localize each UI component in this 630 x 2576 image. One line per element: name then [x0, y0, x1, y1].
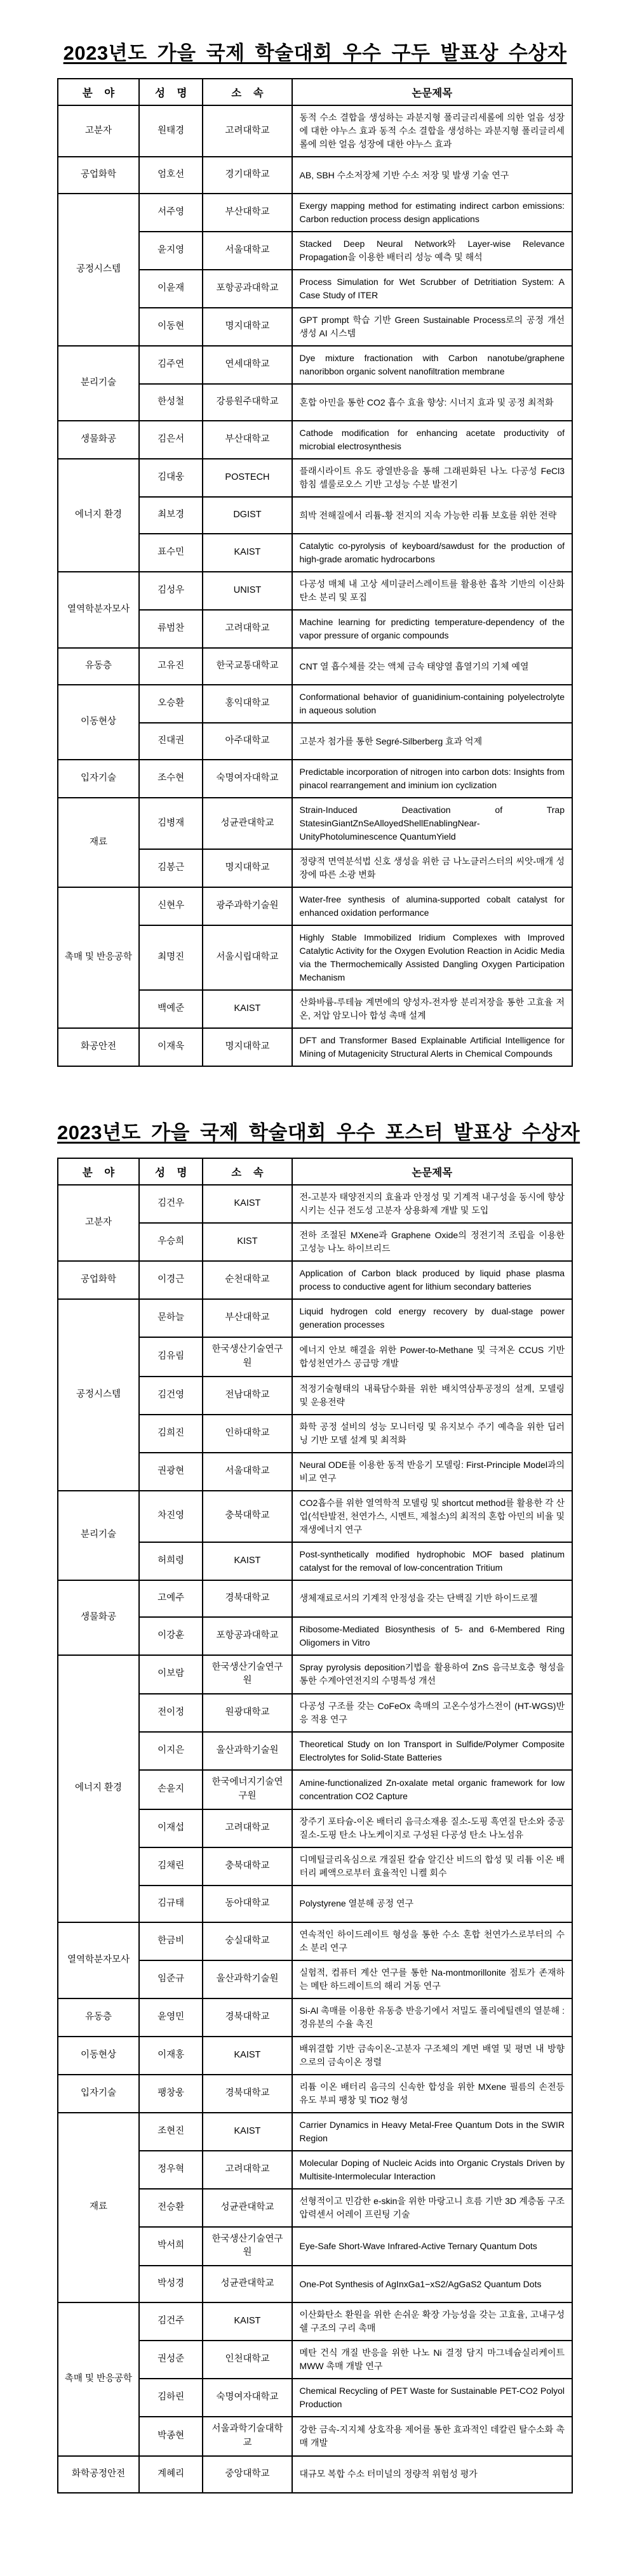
affiliation-cell: 명지대학교: [203, 1028, 292, 1066]
name-cell: 조수현: [139, 760, 203, 798]
field-cell: 고분자: [58, 105, 139, 157]
name-cell: 김채린: [139, 1847, 203, 1886]
affiliation-cell: 성균관대학교: [203, 798, 292, 849]
paper-title-cell: 이산화탄소 환원을 위한 손쉬운 확장 가능성을 갖는 고효율, 고내구성 쉘 구조의 구리 촉매: [292, 2302, 572, 2341]
table-row: [58, 421, 572, 459]
affiliation-cell: 전남대학교: [203, 1377, 292, 1415]
paper-title-cell: 플래시라이트 유도 광열반응을 통해 그래핀화된 나노 다공성 FeCl3 함침 셀룰로오스 기반 고성능 수분 발전기: [292, 459, 572, 497]
paper-title-cell: Spray pyrolysis deposition기법을 활용하여 ZnS 음극보호층 형성을 통한 수계아연전지의 수명특성 개선: [292, 1655, 572, 1694]
field-cell: 고분자: [58, 1185, 139, 1261]
affiliation-cell: 포항공과대학교: [203, 270, 292, 308]
column-header: 분 야: [58, 79, 139, 105]
affiliation-cell: 서울대학교: [203, 232, 292, 270]
paper-title-cell: 다공성 구조를 갖는 CoFeOx 촉매의 고온수성가스전이 (HT-WGS)반응 적용 연구: [292, 1694, 572, 1732]
paper-title-cell: 전하 조절된 MXene과 Graphene Oxide의 정전기적 조립을 이용한 고성능 나노 하이브리드: [292, 1223, 572, 1261]
field-cell: 화공안전: [58, 1028, 139, 1066]
name-cell: 최보경: [139, 497, 203, 534]
affiliation-cell: 서울대학교: [203, 1453, 292, 1491]
paper-title-cell: 메탄 건식 개질 반응을 위한 나노 Ni 결정 담지 마그네슘실리케이트 MWW 촉매 개발 연구: [292, 2341, 572, 2379]
paper-title-cell: 전-고분자 태양전지의 효율과 안정성 및 기계적 내구성을 동시에 향상시키는 신규 전도성 고분자 상용화제 개발 및 도입: [292, 1185, 572, 1223]
name-cell: 임준규: [139, 1960, 203, 1998]
field-cell: 촉매 및 반응공학: [58, 2302, 139, 2456]
name-cell: 이강훈: [139, 1617, 203, 1655]
name-cell: 신현우: [139, 887, 203, 925]
name-cell: 정우혁: [139, 2151, 203, 2189]
paper-title-cell: 동적 수소 결합을 생성하는 과분지형 폴리글리세롤에 의한 얼음 성장에 대한 야누스 효과 동적 수소 결합을 생성하는 과분지형 폴리글리세롤에 의한 얼음 성장에 대한 야누스 효과: [292, 105, 572, 157]
paper-title-cell: Post-synthetically modified hydrophobic MOF based platinum catalyst for the removal of low-concentration Tritium: [292, 1542, 572, 1580]
field-cell: 생물화공: [58, 421, 139, 459]
affiliation-cell: 숙명여자대학교: [203, 2379, 292, 2417]
paper-title-cell: Eye-Safe Short-Wave Infrared-Active Ternary Quantum Dots: [292, 2227, 572, 2266]
name-cell: 박종현: [139, 2417, 203, 2456]
name-cell: 이동현: [139, 308, 203, 346]
name-cell: 김건우: [139, 1185, 203, 1223]
name-cell: 한금비: [139, 1922, 203, 1960]
affiliation-cell: 한국생산기술연구원: [203, 1337, 292, 1377]
table-row: [58, 648, 572, 685]
affiliation-cell: 연세대학교: [203, 346, 292, 384]
paper-title-cell: Process Simulation for Wet Scrubber of Detritiation System: A Case Study of ITER: [292, 270, 572, 308]
paper-title-cell: 연속적인 하이드레이트 형성을 통한 수소 혼합 천연가스로부터의 수소 분리 연구: [292, 1922, 572, 1960]
name-cell: 최명진: [139, 925, 203, 990]
name-cell: 윤영민: [139, 1998, 203, 2037]
paper-title-cell: Predictable incorporation of nitrogen into carbon dots: Insights from pinacol rearrangement and iminium ion cyclization: [292, 760, 572, 798]
affiliation-cell: 부산대학교: [203, 421, 292, 459]
affiliation-cell: 인천대학교: [203, 2341, 292, 2379]
affiliation-cell: 성균관대학교: [203, 2266, 292, 2302]
paper-title-cell: Machine learning for predicting temperature-dependency of the vapor pressure of organic compounds: [292, 610, 572, 648]
name-cell: 오승환: [139, 685, 203, 723]
table-row: [58, 760, 572, 798]
paper-title-cell: 실험적, 컴퓨터 계산 연구를 통한 Na-montmorillonite 점토가 존재하는 메탄 하드레이트의 해리 거동 연구: [292, 1960, 572, 1998]
affiliation-cell: 강릉원주대학교: [203, 384, 292, 421]
affiliation-cell: 서울과학기술대학교: [203, 2417, 292, 2456]
paper-title-cell: Ribosome-Mediated Biosynthesis of 5- and 6-Membered Ring Oligomers in Vitro: [292, 1617, 572, 1655]
name-cell: 계혜리: [139, 2456, 203, 2493]
table-row: [58, 2075, 572, 2113]
affiliation-cell: 경북대학교: [203, 1580, 292, 1617]
field-cell: 열역학분자모사: [58, 1922, 139, 1998]
header-row: [58, 79, 572, 105]
affiliation-cell: 경기대학교: [203, 157, 292, 194]
affiliation-cell: 명지대학교: [203, 308, 292, 346]
table-row: [58, 2037, 572, 2075]
affiliation-cell: 숭실대학교: [203, 1922, 292, 1960]
affiliation-cell: 숙명여자대학교: [203, 760, 292, 798]
paper-title-cell: Theoretical Study on Ion Transport in Sulfide/Polymer Composite Electrolytes for Solid-State Batteries: [292, 1732, 572, 1770]
name-cell: 서주영: [139, 194, 203, 232]
field-cell: 공업화학: [58, 1261, 139, 1299]
affiliation-cell: 인하대학교: [203, 1415, 292, 1453]
name-cell: 이경근: [139, 1261, 203, 1299]
affiliation-cell: 한국생산기술연구원: [203, 2227, 292, 2266]
paper-title-cell: 희박 전해질에서 리튬-황 전지의 지속 가능한 리튬 보호를 위한 전략: [292, 497, 572, 534]
name-cell: 권성준: [139, 2341, 203, 2379]
name-cell: 김규태: [139, 1886, 203, 1922]
affiliation-cell: KAIST: [203, 990, 292, 1028]
field-cell: 유동층: [58, 1998, 139, 2037]
paper-title-cell: Highly Stable Immobilized Iridium Complexes with Improved Catalytic Activity for the Oxygen Evolution Reaction in Acidic Media via the Thermochemically Assisted Dangling Oxygen Participation Mechanism: [292, 925, 572, 990]
affiliation-cell: 아주대학교: [203, 723, 292, 760]
name-cell: 이재홍: [139, 2037, 203, 2075]
paper-title-cell: 적정기술형태의 내륙담수화를 위한 배치역삼투공정의 설계, 모델링 및 운용전략: [292, 1377, 572, 1415]
table-row: [58, 1998, 572, 2037]
paper-title-cell: 화학 공정 설비의 성능 모니터링 및 유지보수 주기 예측을 위한 딥러닝 기반 모델 설계 및 최적화: [292, 1415, 572, 1453]
table-row: [58, 1299, 572, 1337]
name-cell: 김건주: [139, 2302, 203, 2341]
name-cell: 전이정: [139, 1694, 203, 1732]
paper-title-cell: Stacked Deep Neural Network와 Layer-wise Relevance Propagation을 이용한 배터리 성능 예측 및 해석: [292, 232, 572, 270]
column-header: 소 속: [203, 1158, 292, 1185]
name-cell: 김은서: [139, 421, 203, 459]
affiliation-cell: KAIST: [203, 2037, 292, 2075]
paper-title-cell: 에너지 안보 해결을 위한 Power-to-Methane 및 극저온 CCUS 기반 합성천연가스 공급망 개발: [292, 1337, 572, 1377]
affiliation-cell: 부산대학교: [203, 1299, 292, 1337]
name-cell: 엄호선: [139, 157, 203, 194]
table-row: [58, 2113, 572, 2151]
table-row: [58, 1655, 572, 1694]
paper-title-cell: 고분자 첨가를 통한 Segré-Silberberg 효과 억제: [292, 723, 572, 760]
paper-title-cell: Exergy mapping method for estimating indirect carbon emissions: Carbon reduction process design applications: [292, 194, 572, 232]
paper-title-cell: Cathode modification for enhancing acetate productivity of microbial electrosynthesis: [292, 421, 572, 459]
paper-title-cell: 정량적 면역분석법 신호 생성을 위한 금 나노클러스터의 씨앗-매개 성장에 따른 소광 변화: [292, 849, 572, 887]
paper-title-cell: 대규모 복합 수소 터미널의 정량적 위험성 평가: [292, 2456, 572, 2493]
oral-award-section: [57, 37, 573, 1067]
paper-title-cell: Strain-Induced Deactivation of Trap StatesinGiantZnSeAlloyedShellEnablingNear-UnityPhotoluminescence QuantumYield: [292, 798, 572, 849]
name-cell: 김봉근: [139, 849, 203, 887]
table-row: [58, 1185, 572, 1223]
paper-title-cell: 강한 금속-지지체 상호작용 제어를 통한 효과적인 데칼린 탈수소화 촉매 개발: [292, 2417, 572, 2456]
poster-award-table: [57, 1158, 573, 2493]
column-header: 논문제목: [292, 79, 572, 105]
affiliation-cell: UNIST: [203, 572, 292, 610]
name-cell: 김주연: [139, 346, 203, 384]
paper-title-cell: Catalytic co-pyrolysis of keyboard/sawdust for the production of high-grade aromatic hydrocarbons: [292, 534, 572, 572]
affiliation-cell: KAIST: [203, 534, 292, 572]
name-cell: 차진영: [139, 1491, 203, 1542]
affiliation-cell: 중앙대학교: [203, 2456, 292, 2493]
affiliation-cell: 포항공과대학교: [203, 1617, 292, 1655]
name-cell: 류범찬: [139, 610, 203, 648]
affiliation-cell: 동아대학교: [203, 1886, 292, 1922]
paper-title-cell: Dye mixture fractionation with Carbon nanotube/graphene nanoribbon organic solvent nanofiltration membrane: [292, 346, 572, 384]
name-cell: 권광현: [139, 1453, 203, 1491]
oral-award-table: [57, 78, 573, 1067]
name-cell: 조현진: [139, 2113, 203, 2151]
name-cell: 김병재: [139, 798, 203, 849]
field-cell: 공정시스템: [58, 194, 139, 346]
table-row: [58, 1261, 572, 1299]
column-header: 성 명: [139, 79, 203, 105]
paper-title-cell: Conformational behavior of guanidinium-containing polyelectrolyte in aqueous solution: [292, 685, 572, 723]
field-cell: 입자기술: [58, 2075, 139, 2113]
paper-title-cell: One-Pot Synthesis of AgInxGa1−xS2/AgGaS2 Quantum Dots: [292, 2266, 572, 2302]
oral-award-title: 2023년도 가을 국제 학술대회 우수 구두 발표상 수상자: [63, 42, 567, 64]
paper-title-cell: Neural ODE를 이용한 동적 반응기 모델링: First-Principle Model과의 비교 연구: [292, 1453, 572, 1491]
field-cell: 생물화공: [58, 1580, 139, 1655]
name-cell: 한성철: [139, 384, 203, 421]
table-row: [58, 157, 572, 194]
paper-title-cell: 선형적이고 민감한 e-skin을 위한 마랑고니 흐름 기반 3D 계층돔 구조 압력센서 어레이 프린팅 기술: [292, 2189, 572, 2227]
field-cell: 에너지 환경: [58, 459, 139, 572]
header-row: [58, 1158, 572, 1185]
field-cell: 분리기술: [58, 346, 139, 421]
affiliation-cell: KAIST: [203, 1185, 292, 1223]
affiliation-cell: KAIST: [203, 1542, 292, 1580]
affiliation-cell: 울산과학기술원: [203, 1732, 292, 1770]
name-cell: 김건영: [139, 1377, 203, 1415]
affiliation-cell: 고려대학교: [203, 610, 292, 648]
paper-title-cell: CNT 열 흡수체를 갖는 액체 금속 태양열 흡열기의 기체 예열: [292, 648, 572, 685]
name-cell: 이재욱: [139, 1028, 203, 1066]
field-cell: 이동현상: [58, 2037, 139, 2075]
field-cell: 재료: [58, 2113, 139, 2303]
affiliation-cell: 명지대학교: [203, 849, 292, 887]
table-row: [58, 798, 572, 849]
name-cell: 우승희: [139, 1223, 203, 1261]
affiliation-cell: 부산대학교: [203, 194, 292, 232]
name-cell: 고유진: [139, 648, 203, 685]
field-cell: 촉매 및 반응공학: [58, 887, 139, 1028]
name-cell: 김대웅: [139, 459, 203, 497]
field-cell: 공정시스템: [58, 1299, 139, 1491]
paper-title-cell: Liquid hydrogen cold energy recovery by dual-stage power generation processes: [292, 1299, 572, 1337]
name-cell: 손윤지: [139, 1770, 203, 1809]
affiliation-cell: 고려대학교: [203, 105, 292, 157]
name-cell: 박서희: [139, 2227, 203, 2266]
paper-title-cell: 배위결합 기반 금속이온-고분자 구조체의 계면 배열 및 평면 내 방향으로의 금속이온 정렬: [292, 2037, 572, 2075]
table-row: [58, 1028, 572, 1066]
paper-title-cell: Water-free synthesis of alumina-supported cobalt catalyst for enhanced oxidation performance: [292, 887, 572, 925]
affiliation-cell: 한국생산기술연구원: [203, 1655, 292, 1694]
name-cell: 고예주: [139, 1580, 203, 1617]
table-row: [58, 887, 572, 925]
poster-award-section: [57, 1116, 580, 2493]
name-cell: 윤지영: [139, 232, 203, 270]
name-cell: 이보람: [139, 1655, 203, 1694]
table-row: [58, 1922, 572, 1960]
field-cell: 공업화학: [58, 157, 139, 194]
paper-title-cell: 디메틸글리옥심으로 개질된 칼슘 알긴산 비드의 합성 및 리튬 이온 배터리 폐액으로부터 효율적인 니켈 회수: [292, 1847, 572, 1886]
name-cell: 전승환: [139, 2189, 203, 2227]
table-row: [58, 572, 572, 610]
affiliation-cell: 광주과학기술원: [203, 887, 292, 925]
paper-title-cell: 산화바륨-루테늄 계면에의 양성자-전자쌍 분리저장을 통한 고효율 저온, 저압 암모니아 합성 촉매 설계: [292, 990, 572, 1028]
paper-title-cell: Carrier Dynamics in Heavy Metal-Free Quantum Dots in the SWIR Region: [292, 2113, 572, 2151]
affiliation-cell: 성균관대학교: [203, 2189, 292, 2227]
affiliation-cell: DGIST: [203, 497, 292, 534]
table-row: [58, 1580, 572, 1617]
field-cell: 재료: [58, 798, 139, 887]
affiliation-cell: 홍익대학교: [203, 685, 292, 723]
name-cell: 문하늘: [139, 1299, 203, 1337]
table-row: [58, 2456, 572, 2493]
affiliation-cell: 원광대학교: [203, 1694, 292, 1732]
affiliation-cell: KAIST: [203, 2302, 292, 2341]
paper-title-cell: Si-Al 촉매를 이용한 유동층 반응기에서 저밀도 폴리에틸렌의 열분해 : 경유분의 수율 촉진: [292, 1998, 572, 2037]
table-row: [58, 459, 572, 497]
table-row: [58, 2302, 572, 2341]
name-cell: 허희령: [139, 1542, 203, 1580]
name-cell: 진대권: [139, 723, 203, 760]
name-cell: 이재섭: [139, 1809, 203, 1847]
name-cell: 팽창웅: [139, 2075, 203, 2113]
name-cell: 이지은: [139, 1732, 203, 1770]
field-cell: 화학공정안전: [58, 2456, 139, 2493]
affiliation-cell: 경북대학교: [203, 2075, 292, 2113]
affiliation-cell: 충북대학교: [203, 1491, 292, 1542]
table-row: [58, 194, 572, 232]
affiliation-cell: 경북대학교: [203, 1998, 292, 2037]
field-cell: 유동층: [58, 648, 139, 685]
field-cell: 에너지 환경: [58, 1655, 139, 1922]
paper-title-cell: 리튬 이온 배터리 음극의 신속한 합성을 위한 MXene 필름의 손전등 유도 부피 팽창 및 TiO2 형성: [292, 2075, 572, 2113]
paper-title-cell: 장주기 포타슘-이온 배터리 음극소재용 질소-도핑 흑연질 탄소와 중공 질소-도핑 탄소 나노케이지로 구성된 다공성 탄소 나노섬유: [292, 1809, 572, 1847]
paper-title-cell: DFT and Transformer Based Explainable Artificial Intelligence for Mining of Mutagenicity Structural Alerts in Chemical Compounds: [292, 1028, 572, 1066]
affiliation-cell: 울산과학기술원: [203, 1960, 292, 1998]
poster-award-title: 2023년도 가을 국제 학술대회 우수 포스터 발표상 수상자: [57, 1121, 580, 1144]
name-cell: 이윤재: [139, 270, 203, 308]
name-cell: 김유림: [139, 1337, 203, 1377]
name-cell: 표수민: [139, 534, 203, 572]
paper-title-cell: Amine-functionalized Zn-oxalate metal organic framework for low concentration CO2 Capture: [292, 1770, 572, 1809]
paper-title-cell: Molecular Doping of Nucleic Acids into Organic Crystals Driven by Multisite-Intermolecular Interaction: [292, 2151, 572, 2189]
affiliation-cell: POSTECH: [203, 459, 292, 497]
table-row: [58, 105, 572, 157]
affiliation-cell: KAIST: [203, 2113, 292, 2151]
table-row: [58, 685, 572, 723]
table-row: [58, 346, 572, 384]
paper-title-cell: 혼합 아민을 통한 CO2 흡수 효율 향상: 시너지 효과 및 공정 최적화: [292, 384, 572, 421]
affiliation-cell: KIST: [203, 1223, 292, 1261]
name-cell: 박성경: [139, 2266, 203, 2302]
column-header: 성 명: [139, 1158, 203, 1185]
paper-title-cell: 다공성 매체 내 고상 세미클러스레이트를 활용한 흡착 기반의 이산화탄소 분리 및 포집: [292, 572, 572, 610]
affiliation-cell: 서울시립대학교: [203, 925, 292, 990]
table-row: [58, 1491, 572, 1542]
name-cell: 백예준: [139, 990, 203, 1028]
column-header: 논문제목: [292, 1158, 572, 1185]
column-header: 분 야: [58, 1158, 139, 1185]
name-cell: 김희진: [139, 1415, 203, 1453]
paper-title-cell: GPT prompt 학습 기반 Green Sustainable Process로의 공정 개선 생성 AI 시스템: [292, 308, 572, 346]
field-cell: 입자기술: [58, 760, 139, 798]
column-header: 소 속: [203, 79, 292, 105]
name-cell: 김성우: [139, 572, 203, 610]
paper-title-cell: Application of Carbon black produced by liquid phase plasma process to conductive agent for lithium secondary batteries: [292, 1261, 572, 1299]
paper-title-cell: AB, SBH 수소저장체 기반 수소 저장 및 발생 기술 연구: [292, 157, 572, 194]
affiliation-cell: 한국교통대학교: [203, 648, 292, 685]
affiliation-cell: 충북대학교: [203, 1847, 292, 1886]
affiliation-cell: 순천대학교: [203, 1261, 292, 1299]
affiliation-cell: 한국에너지기술연구원: [203, 1770, 292, 1809]
affiliation-cell: 고려대학교: [203, 2151, 292, 2189]
paper-title-cell: Polystyrene 열분해 공정 연구: [292, 1886, 572, 1922]
field-cell: 이동현상: [58, 685, 139, 760]
paper-title-cell: Chemical Recycling of PET Waste for Sustainable PET-CO2 Polyol Production: [292, 2379, 572, 2417]
name-cell: 김하린: [139, 2379, 203, 2417]
name-cell: 원태경: [139, 105, 203, 157]
paper-title-cell: CO2흡수를 위한 열역학적 모델링 및 shortcut method를 활용한 각 산업(석탄발전, 천연가스, 시멘트, 제철소)의 최적의 혼합 아민의 비율 및 재생에너지 연구: [292, 1491, 572, 1542]
paper-title-cell: 생체재료로서의 기계적 안정성을 갖는 단백질 기반 하이드로젤: [292, 1580, 572, 1617]
affiliation-cell: 고려대학교: [203, 1809, 292, 1847]
field-cell: 열역학분자모사: [58, 572, 139, 648]
field-cell: 분리기술: [58, 1491, 139, 1580]
